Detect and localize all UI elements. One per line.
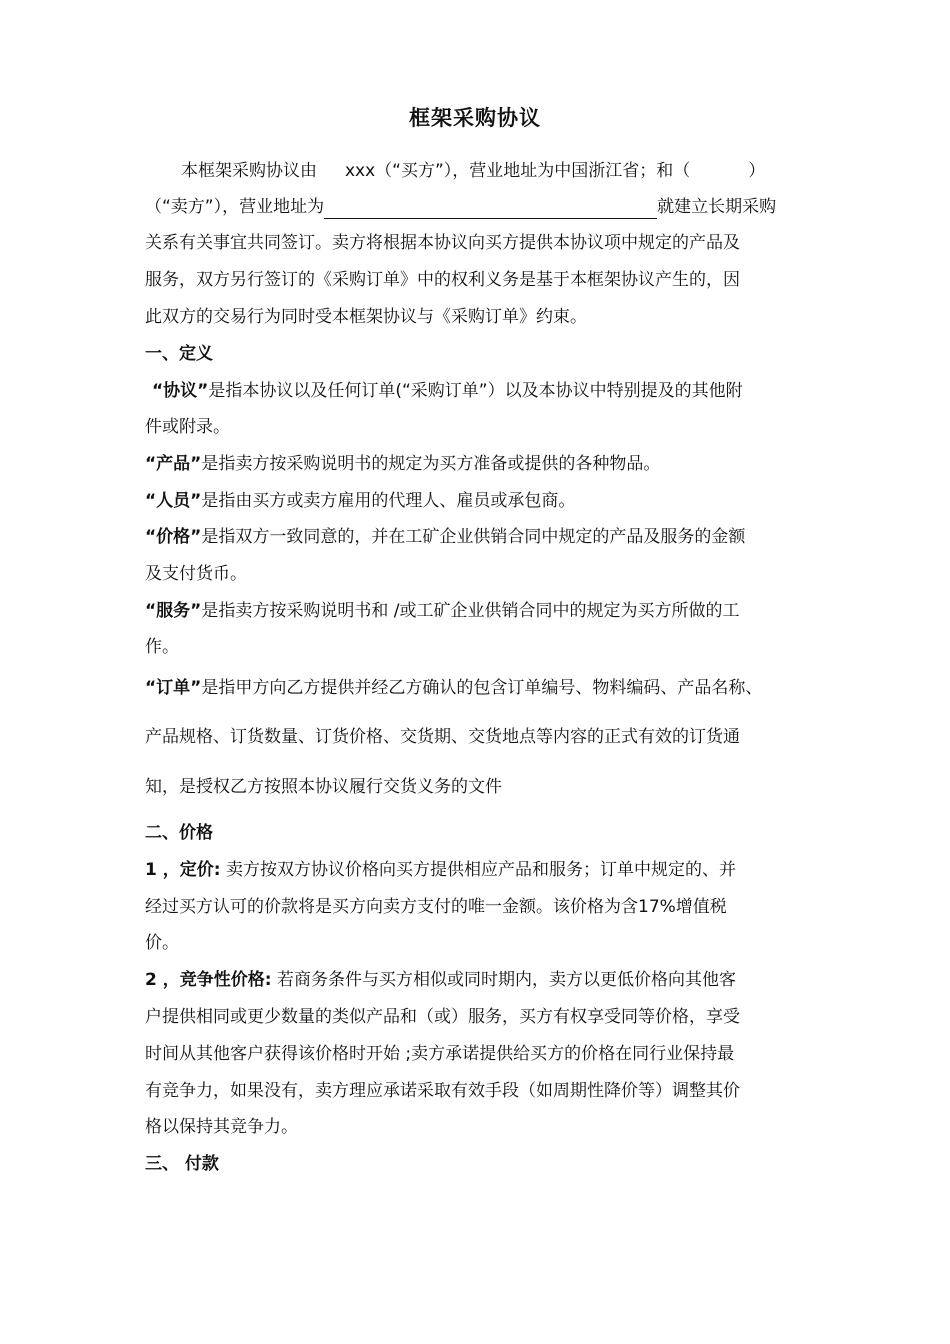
definition-agreement <box>152 379 743 403</box>
intro-text: 就建立长期采购 <box>657 197 777 217</box>
definition-text: 是指甲方向乙方提供并经乙方确认的包含订单编号、物料编码、产品名称、 <box>201 678 763 698</box>
document-title: 框架采购协议 <box>409 106 541 130</box>
definition-text: 是指卖方按采购说明书的规定为买方准备或提供的各种物品。 <box>201 454 661 474</box>
price-clause-2-cont-1: 户提供相同或更少数量的类似产品和（或）服务，买方有权享受同等价格，享受 <box>145 1007 740 1027</box>
intro-line-5: 此双方的交易行为同时受本框架协议与《采购订单》约束。 <box>145 307 587 327</box>
section-heading-definitions: 一、定义 <box>145 344 213 364</box>
intro-text: ） <box>748 161 766 181</box>
intro-line-4: 服务，双方另行签订的《采购订单》中的权利义务是基于本框架协议产生的，因 <box>145 270 740 290</box>
intro-text: （“卖方”），营业地址为 <box>145 197 325 217</box>
definition-text: 是指双方一致同意的，并在工矿企业供销合同中规定的产品及服务的金额 <box>201 527 746 547</box>
definition-term: “协议” <box>152 381 209 401</box>
intro-line-1 <box>181 159 765 183</box>
definition-text: 是指由买方或卖方雇用的代理人、雇员或承包商。 <box>201 491 576 511</box>
definition-order-cont-2: 知，是授权乙方按照本协议履行交货义务的文件 <box>145 777 502 797</box>
definition-term: “价格” <box>145 527 202 547</box>
definition-term: “订单” <box>145 678 202 698</box>
intro-text: 本框架采购协议由 <box>181 161 317 181</box>
section-heading-payment: 三、 付款 <box>145 1154 219 1174</box>
price-clause-1-cont-1: 经过买方认可的价款将是买方向卖方支付的唯一金额。该价格为含17%增值税 <box>145 897 727 917</box>
section-heading-price: 二、价格 <box>145 823 213 843</box>
intro-line-3: 关系有关事宜共同签订。卖方将根据本协议向买方提供本协议项中规定的产品及 <box>145 233 740 253</box>
definition-agreement-cont: 件或附录。 <box>145 417 230 437</box>
intro-text: xxx（“买方”），营业地址为中国浙江省；和（ <box>345 161 691 181</box>
price-clause-2-cont-3: 有竞争力，如果没有，卖方理应承诺采取有效手段（如周期性降价等）调整其价 <box>145 1081 740 1101</box>
definition-text: 是指卖方按采购说明书和 /或工矿企业供销合同中的规定为买方所做的工 <box>201 601 740 621</box>
definition-order <box>145 676 762 700</box>
clause-text: 卖方按双方协议价格向买方提供相应产品和服务；订单中规定的、并 <box>220 860 736 880</box>
clause-term: 1 ，定价: <box>145 860 221 880</box>
price-clause-2-cont-4: 格以保持其竞争力。 <box>145 1117 298 1137</box>
clause-term: 2 ，竞争性价格: <box>145 970 272 990</box>
price-clause-2 <box>145 968 736 992</box>
definition-order-cont-1: 产品规格、订货数量、订货价格、交货期、交货地点等内容的正式有效的订货通 <box>145 727 740 747</box>
intro-line-2 <box>145 195 776 219</box>
definition-term: “服务” <box>145 601 202 621</box>
definition-price <box>145 525 745 549</box>
price-clause-2-cont-2: 时间从其他客户获得该价格时开始 ;卖方承诺提供给买方的价格在同行业保持最 <box>145 1044 735 1064</box>
definition-personnel <box>145 489 575 513</box>
definition-term: “产品” <box>145 454 202 474</box>
definition-product <box>145 452 660 476</box>
definition-term: “人员” <box>145 491 202 511</box>
definition-service-cont: 作。 <box>145 637 179 657</box>
clause-text: 若商务条件与买方相似或同时期内，卖方以更低价格向其他客 <box>271 970 736 990</box>
definition-service <box>145 599 740 623</box>
address-blank-underline <box>324 198 657 219</box>
price-clause-1-cont-2: 价。 <box>145 933 179 953</box>
definition-price-cont: 及支付货币。 <box>145 564 247 584</box>
definition-text: 是指本协议以及任何订单(“采购订单”）以及本协议中特别提及的其他附 <box>208 381 743 401</box>
price-clause-1 <box>145 858 736 882</box>
